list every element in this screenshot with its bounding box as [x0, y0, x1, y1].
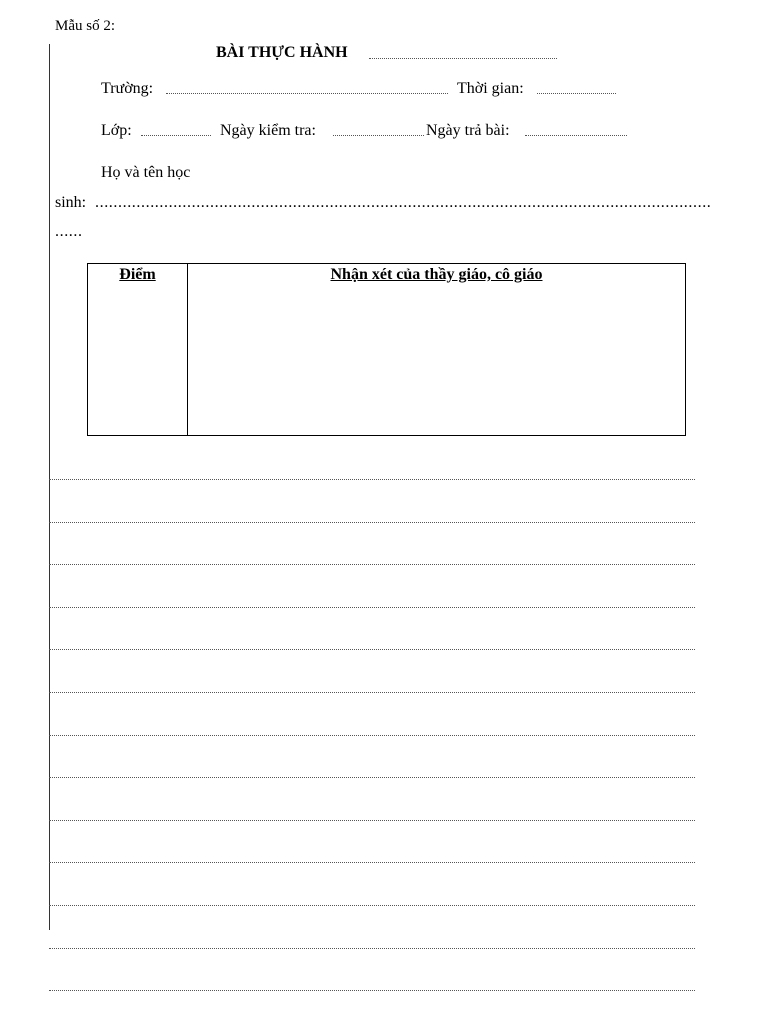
answer-line[interactable]	[49, 649, 695, 650]
answer-line[interactable]	[49, 820, 695, 821]
answer-line[interactable]	[49, 692, 695, 693]
score-header: Điểm	[119, 266, 156, 283]
return-date-label: Ngày trả bài:	[426, 122, 510, 139]
answer-line[interactable]	[49, 607, 695, 608]
comment-header: Nhận xét của thầy giáo, cô giáo	[330, 266, 543, 283]
comment-cell[interactable]	[188, 286, 685, 435]
answer-line[interactable]	[49, 522, 695, 523]
test-date-field[interactable]	[333, 135, 424, 136]
name-label-line2: sinh:	[55, 194, 87, 211]
school-label: Trường:	[101, 80, 154, 97]
form-number: Mẫu số 2:	[55, 18, 115, 34]
name-field[interactable]: ......................................................................................................................................	[95, 194, 712, 211]
margin-rule	[49, 44, 50, 930]
time-label: Thời gian:	[457, 80, 524, 97]
test-date-label: Ngày kiểm tra:	[220, 122, 316, 139]
name-field-continuation[interactable]: ......	[55, 223, 83, 240]
answer-line[interactable]	[49, 564, 695, 565]
answer-line[interactable]	[49, 905, 695, 906]
score-cell[interactable]	[88, 286, 187, 435]
return-date-field[interactable]	[525, 135, 627, 136]
page-title: BÀI THỰC HÀNH	[216, 44, 348, 61]
school-field[interactable]	[166, 93, 448, 94]
answer-line[interactable]	[49, 862, 695, 863]
answer-line[interactable]	[49, 777, 695, 778]
answer-line[interactable]	[49, 735, 695, 736]
answer-line[interactable]	[49, 479, 695, 480]
evaluation-table	[87, 263, 686, 436]
answer-line[interactable]	[49, 990, 695, 991]
title-fill-line[interactable]	[369, 58, 557, 59]
class-label: Lớp:	[101, 122, 132, 139]
name-label-line1: Họ và tên học	[101, 164, 191, 181]
time-field[interactable]	[537, 93, 616, 94]
answer-line[interactable]	[49, 948, 695, 949]
class-field[interactable]	[141, 135, 211, 136]
